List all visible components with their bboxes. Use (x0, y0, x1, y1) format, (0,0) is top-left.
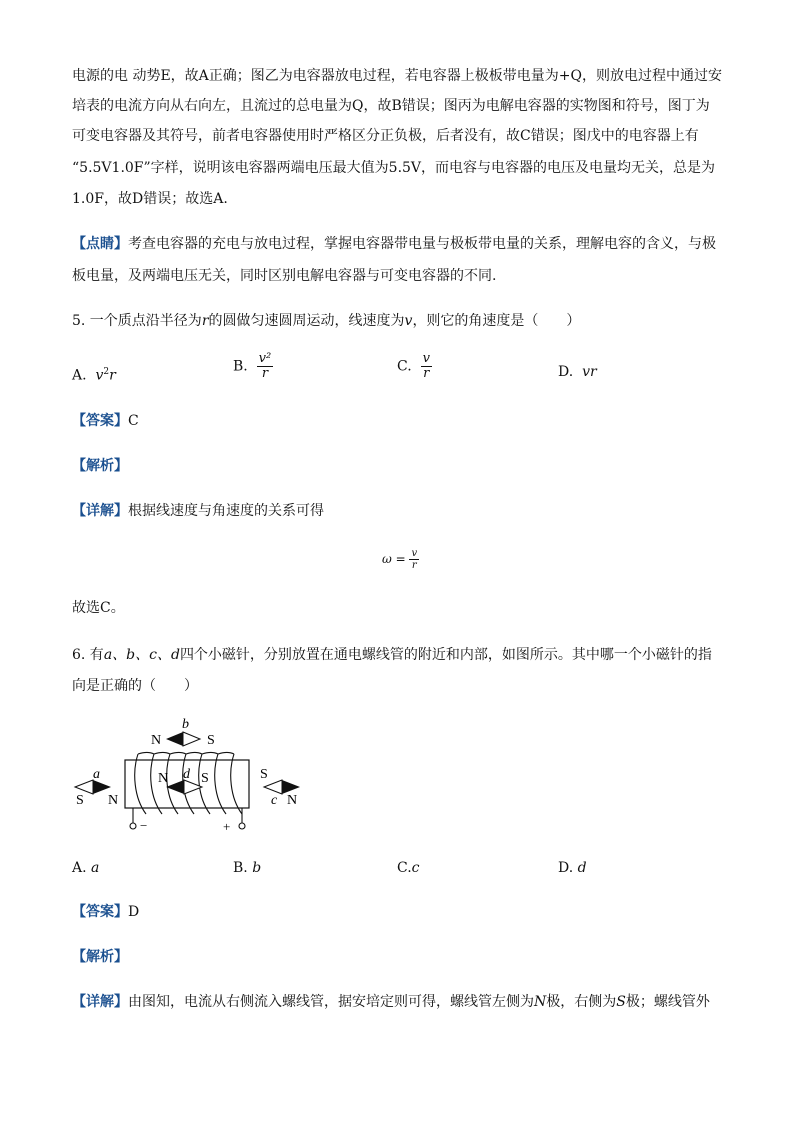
option-label: A. (72, 367, 87, 384)
option-value: d (577, 860, 587, 876)
label-d-s: S (201, 771, 209, 786)
var-r: r (201, 313, 209, 329)
q5-detail (72, 501, 324, 521)
q5-option-a (72, 362, 116, 386)
answer-value: C (128, 413, 139, 429)
option-value: vr (582, 364, 597, 380)
detail-text: 极，右侧为 (546, 994, 617, 1010)
detail-text: 根据线速度与角速度的关系可得 (128, 503, 324, 519)
stem-letters: a、b、c、d (103, 647, 180, 663)
q5-option-b (233, 352, 273, 381)
terminal-minus (130, 823, 136, 829)
stem-text: 6. 有 (72, 647, 104, 663)
option-value: b (252, 860, 262, 876)
dianjing-line (72, 234, 716, 254)
pole-s: S (616, 994, 626, 1010)
label-c: c (271, 793, 278, 808)
terminal-plus (239, 823, 245, 829)
fraction (421, 352, 432, 381)
question-5-stem (72, 311, 580, 331)
q5-conclusion: 故选C。 (72, 600, 125, 616)
answer-tag: 【答案】 (72, 413, 128, 429)
minus-sign: − (140, 818, 148, 833)
stem-text: 5. 一个质点沿半径为 (72, 313, 202, 329)
dianjing-text: 考查电容器的充电与放电过程，掌握电容器带电量与极板带电量的关系，理解电容的含义，与极 (128, 236, 716, 252)
numerator: v² (258, 351, 272, 366)
stem-text: 四个小磁针，分别放置在通电螺线管的附近和内部，如图所示。其中哪一个小磁针的指 (179, 647, 712, 663)
needle-d (158, 767, 209, 794)
option-label: C. (397, 860, 412, 876)
detail-text: 由图知，电流从右侧流入螺线管，据安培定则可得，螺线管左侧为 (128, 994, 534, 1010)
option-var: r (109, 367, 116, 384)
label-c-n: N (287, 793, 298, 808)
needle-c (260, 767, 300, 808)
stem-text: ，则它的角速度是（ ） (412, 313, 581, 329)
fraction (257, 352, 274, 381)
label-a-s: S (76, 793, 84, 808)
plus-sign: + (223, 819, 231, 834)
fraction (409, 548, 419, 571)
answer-value: D (128, 904, 140, 920)
numerator: v (411, 548, 418, 559)
text-line: 培表的电流方向从右向左，且流过的总电量为Q，故B错误；图丙为电解电容器的实物图和符号，图丁为 (72, 98, 710, 114)
q5-option-d (558, 362, 597, 382)
analysis-tag: 【解析】 (72, 949, 128, 965)
q6-option-b (233, 858, 261, 878)
label-a-n: N (108, 793, 119, 808)
text-line: “5.5V1.0F”字样，说明该电容器两端电压最大值为5.5V，而电容与电容器的电压及电量均无关，总是为 (72, 160, 716, 176)
text-line: 板电量，及两端电压无关，同时区别电解电容器与可变电容器的不同. (72, 268, 497, 284)
dianjing-tag: 【点睛】 (72, 236, 128, 252)
option-var: v (95, 367, 104, 384)
label-d: d (183, 767, 190, 782)
option-label: C. (397, 358, 412, 375)
option-label: D. (558, 860, 574, 876)
option-label: B. (233, 358, 248, 375)
needle-b (151, 717, 215, 748)
option-exp: 2 (103, 367, 110, 377)
q6-option-c (397, 858, 420, 878)
q6-option-a (72, 858, 99, 878)
q6-detail (72, 992, 710, 1012)
solenoid-figure (70, 712, 310, 837)
q5-analysis (72, 456, 128, 476)
label-c-s: S (260, 767, 268, 782)
numerator: v (422, 351, 430, 366)
label-a: a (93, 767, 100, 782)
option-value: a (91, 860, 100, 876)
q6-option-d (558, 858, 587, 878)
text-line: 向是正确的（ ） (72, 678, 198, 694)
var-v: v (404, 313, 413, 329)
label-b-n: N (151, 733, 162, 748)
q5-answer (72, 411, 139, 431)
answer-tag: 【答案】 (72, 904, 128, 920)
detail-tag: 【详解】 (72, 994, 128, 1010)
label-b-s: S (207, 733, 215, 748)
pole-n: N (534, 994, 547, 1010)
label-d-n: N (158, 771, 169, 786)
q5-option-c (397, 352, 432, 381)
detail-text: 极；螺线管外 (625, 994, 710, 1010)
text-line: 可变电容器及其符号，前者电容器使用时严格区分正负极，后者没有，故C错误；图戊中的电容器上有 (72, 128, 699, 144)
stem-text: 的圆做匀速圆周运动，线速度为 (208, 313, 405, 329)
equals-sign: = (391, 552, 410, 566)
q6-answer (72, 902, 139, 922)
denominator: r (261, 366, 269, 381)
text-line: 1.0F，故D错误；故选A. (72, 191, 228, 207)
analysis-tag: 【解析】 (72, 458, 128, 474)
denominator: r (411, 560, 417, 571)
option-label: A. (72, 860, 87, 876)
option-value: c (411, 860, 420, 876)
omega-symbol: ω (382, 552, 392, 566)
text-line: 电源的电 动势E，故A正确；图乙为电容器放电过程，若电容器上极板带电量为+Q，则放电过程中通过安 (72, 68, 722, 84)
option-label: D. (558, 364, 574, 380)
detail-tag: 【详解】 (72, 503, 128, 519)
denominator: r (423, 366, 430, 381)
label-b: b (182, 717, 189, 732)
option-label: B. (233, 860, 248, 876)
q6-analysis (72, 947, 128, 967)
needle-a (75, 767, 118, 808)
omega-formula (382, 548, 419, 571)
question-6-stem (72, 645, 712, 665)
